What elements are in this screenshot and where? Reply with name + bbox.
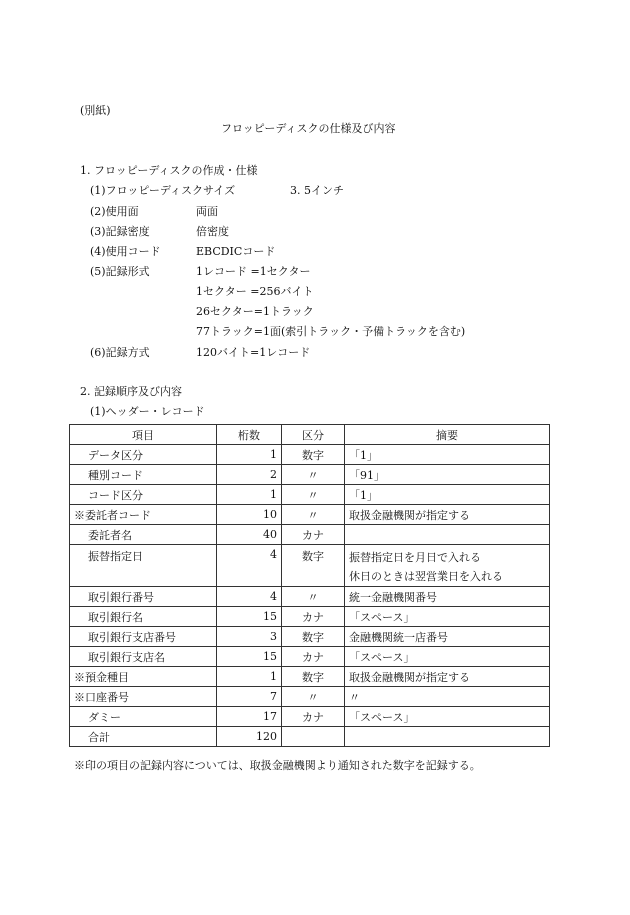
col-header-note: 摘要 — [345, 425, 550, 445]
spec-value-side: 両面 — [196, 205, 218, 218]
cell-note: 「91」 — [345, 465, 550, 485]
col-header-type: 区分 — [282, 425, 345, 445]
spec-value-density: 倍密度 — [196, 225, 229, 238]
spec-value-format-1: 1レコード =1セクター — [196, 265, 311, 278]
section1-heading: 1. フロッピーディスクの作成・仕様 — [80, 164, 258, 177]
cell-type: 〃 — [282, 505, 345, 525]
cell-digits: 15 — [217, 607, 282, 627]
cell-note-line-2: 休日のときは翌営業日を入れる — [349, 570, 503, 583]
cell-item: 振替指定日 — [70, 545, 217, 587]
cell-note: 「スペース」 — [345, 607, 550, 627]
cell-item: 取引銀行名 — [70, 607, 217, 627]
cell-type: カナ — [282, 525, 345, 545]
cell-type: 〃 — [282, 587, 345, 607]
spec-value-format-4: 77トラック=1面(索引トラック・予備トラックを含む) — [196, 325, 466, 338]
cell-item: 取引銀行支店名 — [70, 647, 217, 667]
cell-note: 「1」 — [345, 485, 550, 505]
table-row — [70, 505, 550, 525]
cell-type: 〃 — [282, 485, 345, 505]
cell-type: 数字 — [282, 627, 345, 647]
table-row — [70, 607, 550, 627]
table-header-row — [70, 425, 550, 445]
cell-digits: 2 — [217, 465, 282, 485]
section2-heading: 2. 記録順序及び内容 — [80, 385, 182, 398]
table-row-total — [70, 727, 550, 747]
cell-digits: 15 — [217, 647, 282, 667]
spec-label-code: (4)使用コード — [90, 245, 161, 258]
spec-label-side: (2)使用面 — [90, 205, 139, 218]
spec-value-format-2: 1セクター =256バイト — [196, 285, 314, 298]
table-row — [70, 687, 550, 707]
cell-note-line-1: 振替指定日を月日で入れる — [349, 551, 481, 564]
table-row — [70, 465, 550, 485]
table-row — [70, 485, 550, 505]
cell-digits: 4 — [217, 545, 282, 587]
cell-item: データ区分 — [70, 445, 217, 465]
attachment-label: (別紙) — [80, 104, 111, 117]
cell-note: 統一金融機関番号 — [345, 587, 550, 607]
spec-label-method: (6)記録方式 — [90, 346, 150, 359]
cell-item: 合計 — [70, 727, 217, 747]
cell-type: 数字 — [282, 545, 345, 587]
cell-digits: 4 — [217, 587, 282, 607]
cell-note: 取扱金融機関が指定する — [345, 667, 550, 687]
table-footnote: ※印の項目の記録内容については、取扱金融機関より通知された数字を記録する。 — [74, 759, 481, 772]
cell-note: 〃 — [345, 687, 550, 707]
cell-digits: 7 — [217, 687, 282, 707]
spec-label-density: (3)記録密度 — [90, 225, 150, 238]
cell-type: カナ — [282, 707, 345, 727]
cell-digits: 1 — [217, 667, 282, 687]
header-record-table — [69, 424, 550, 747]
cell-item: ※委託者コード — [70, 505, 217, 525]
table-row — [70, 667, 550, 687]
cell-item: 委託者名 — [70, 525, 217, 545]
cell-item: ※口座番号 — [70, 687, 217, 707]
table-row — [70, 587, 550, 607]
cell-note: 取扱金融機関が指定する — [345, 505, 550, 525]
spec-label-size: (1)フロッピーディスクサイズ — [90, 184, 236, 197]
col-header-item: 項目 — [70, 425, 217, 445]
section2-subheading: (1)ヘッダー・レコード — [90, 405, 205, 418]
cell-type: カナ — [282, 607, 345, 627]
cell-note: 「1」 — [345, 445, 550, 465]
cell-digits: 120 — [217, 727, 282, 747]
table-row — [70, 627, 550, 647]
spec-value-code: EBCDICコード — [196, 245, 276, 258]
table-row — [70, 707, 550, 727]
cell-note — [345, 727, 550, 747]
cell-note — [345, 525, 550, 545]
cell-item: 種別コード — [70, 465, 217, 485]
spec-label-format: (5)記録形式 — [90, 265, 150, 278]
cell-digits: 3 — [217, 627, 282, 647]
cell-note — [345, 545, 550, 587]
cell-item: 取引銀行番号 — [70, 587, 217, 607]
cell-digits: 1 — [217, 485, 282, 505]
table-row — [70, 445, 550, 465]
cell-digits: 10 — [217, 505, 282, 525]
cell-type — [282, 727, 345, 747]
cell-type: 数字 — [282, 667, 345, 687]
table-row — [70, 647, 550, 667]
cell-item: ダミー — [70, 707, 217, 727]
spec-value-size: 3. 5インチ — [290, 184, 344, 197]
cell-digits: 17 — [217, 707, 282, 727]
cell-type: 〃 — [282, 465, 345, 485]
cell-type: 〃 — [282, 687, 345, 707]
cell-note: 「スペース」 — [345, 647, 550, 667]
cell-note: 「スペース」 — [345, 707, 550, 727]
table-row — [70, 525, 550, 545]
page-title: フロッピーディスクの仕様及び内容 — [221, 122, 396, 135]
cell-note: 金融機関統一店番号 — [345, 627, 550, 647]
cell-digits: 1 — [217, 445, 282, 465]
cell-type: カナ — [282, 647, 345, 667]
cell-digits: 40 — [217, 525, 282, 545]
spec-value-method: 120バイト=1レコード — [196, 346, 311, 359]
cell-item: 取引銀行支店番号 — [70, 627, 217, 647]
spec-value-format-3: 26セクター=1トラック — [196, 305, 314, 318]
cell-type: 数字 — [282, 445, 345, 465]
table-row — [70, 545, 550, 587]
cell-item: コード区分 — [70, 485, 217, 505]
col-header-digits: 桁数 — [217, 425, 282, 445]
cell-item: ※預金種目 — [70, 667, 217, 687]
